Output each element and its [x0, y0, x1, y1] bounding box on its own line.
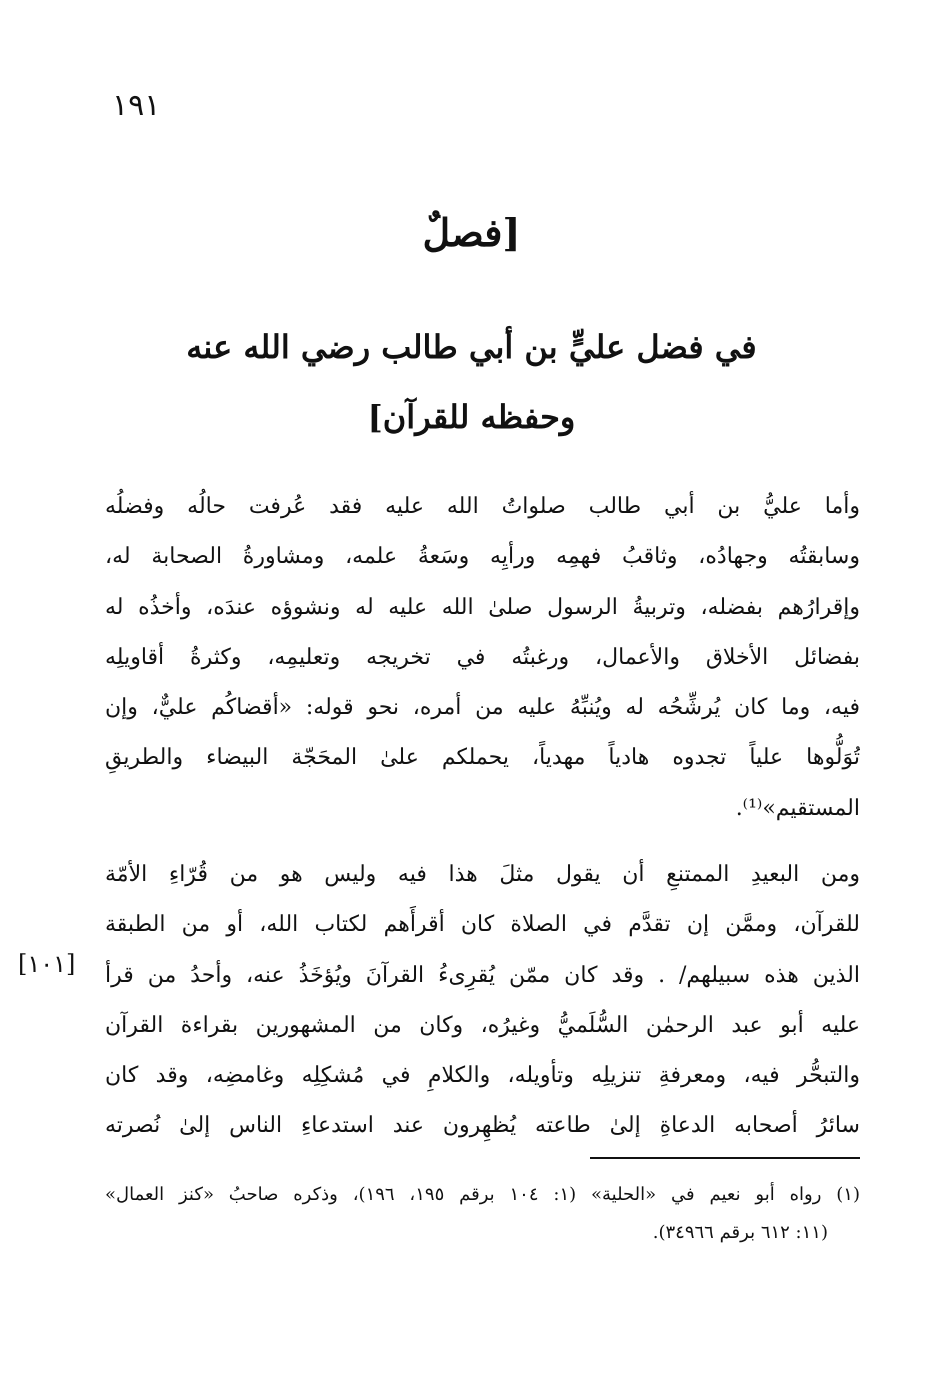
paragraph-line: المستقيم»⁽¹⁾.: [735, 795, 860, 821]
paragraph-line: ومن البعيدِ الممتنعِ أن يقول مثلَ هذا فيه وليس هو من قُرّاءِ الأمّة: [105, 862, 860, 887]
page-number: ١٩١: [112, 88, 161, 123]
paragraph-line: للقرآن، وممَّن إن تقدَّم في الصلاة كان أقرأَهم لكتاب الله، أو من الطبقة: [105, 912, 860, 938]
paragraph-line: وسابقتُه وجهادُه، وثاقبُ فهمِه ورأيِه وسَعةُ علمه، ومشاورةُ الصحابة له،: [105, 544, 860, 570]
paragraph-line: عليه أبو عبد الرحمٰن السُّلَميُّ وغيرُه، وكان من المشهورين بقراءة القرآن: [105, 1012, 860, 1038]
chapter-title: [100, 312, 843, 452]
paragraph-line: فيه، وما كان يُرشِّحُه له ويُنبِّهُ عليه من أمره، نحو قوله: «أقضاكُم عليٌّ، وإن: [105, 695, 860, 721]
paragraph-line: بفضائل الأخلاق والأعمال، ورغبتُه في تخريجه وتعليمِه، وكثرةُ أقاويلِه: [105, 644, 860, 670]
paragraph-line: والتبحُّر فيه، ومعرفةِ تنزيلِه وتأويله، والكلامِ في مُشكِلِه وغامضِه، وقد كان: [105, 1063, 860, 1089]
chapter-title-line-1: في فضل عليٍّ بن أبي طالب رضي الله عنه: [186, 328, 757, 366]
margin-reference: [١٠١]: [18, 950, 76, 978]
footnote-line: (١١: ٦١٢ برقم ٣٤٩٦٦).: [652, 1222, 828, 1243]
paragraph-line: الذين هذه سبيلهم/ . وقد كان ممّن يُقرِىءُ القرآنَ ويُؤخَذُ عنه، وأحدُ من قرأ: [105, 962, 860, 988]
paragraph-2: [105, 850, 860, 1152]
paragraph-line: تُوَلُّوها علياً تجدوه هادياً مهدياً، يحملكم علىٰ المحَجّة البيضاء والطريقِ: [105, 745, 860, 771]
section-heading: [فصلٌ: [422, 210, 521, 255]
footnote-divider: [590, 1157, 860, 1159]
paragraph-line: وإقرارُهم بفضله، وتربيةُ الرسول صلىٰ الله عليه له ونشوؤه عندَه، وأخذُه له: [105, 594, 860, 620]
chapter-title-line-2: وحفظه للقرآن]: [367, 398, 576, 436]
paragraph-1: [105, 482, 860, 834]
footnotes: [105, 1176, 860, 1252]
paragraph-line: سائرُ أصحابه الدعاةِ إلىٰ طاعته يُظهِرون عند استدعاءِ الناس إلىٰ نُصرته: [105, 1113, 860, 1139]
footnote-line: (١) رواه أبو نعيم في «الحلية» (١: ١٠٤ برقم ١٩٥، ١٩٦)، وذكره صاحبُ «كنز العمال»: [105, 1184, 860, 1205]
paragraph-line: وأما عليُّ بن أبي طالب صلواتُ الله عليه فقد عُرفت حالُه وفضلُه: [105, 494, 860, 519]
